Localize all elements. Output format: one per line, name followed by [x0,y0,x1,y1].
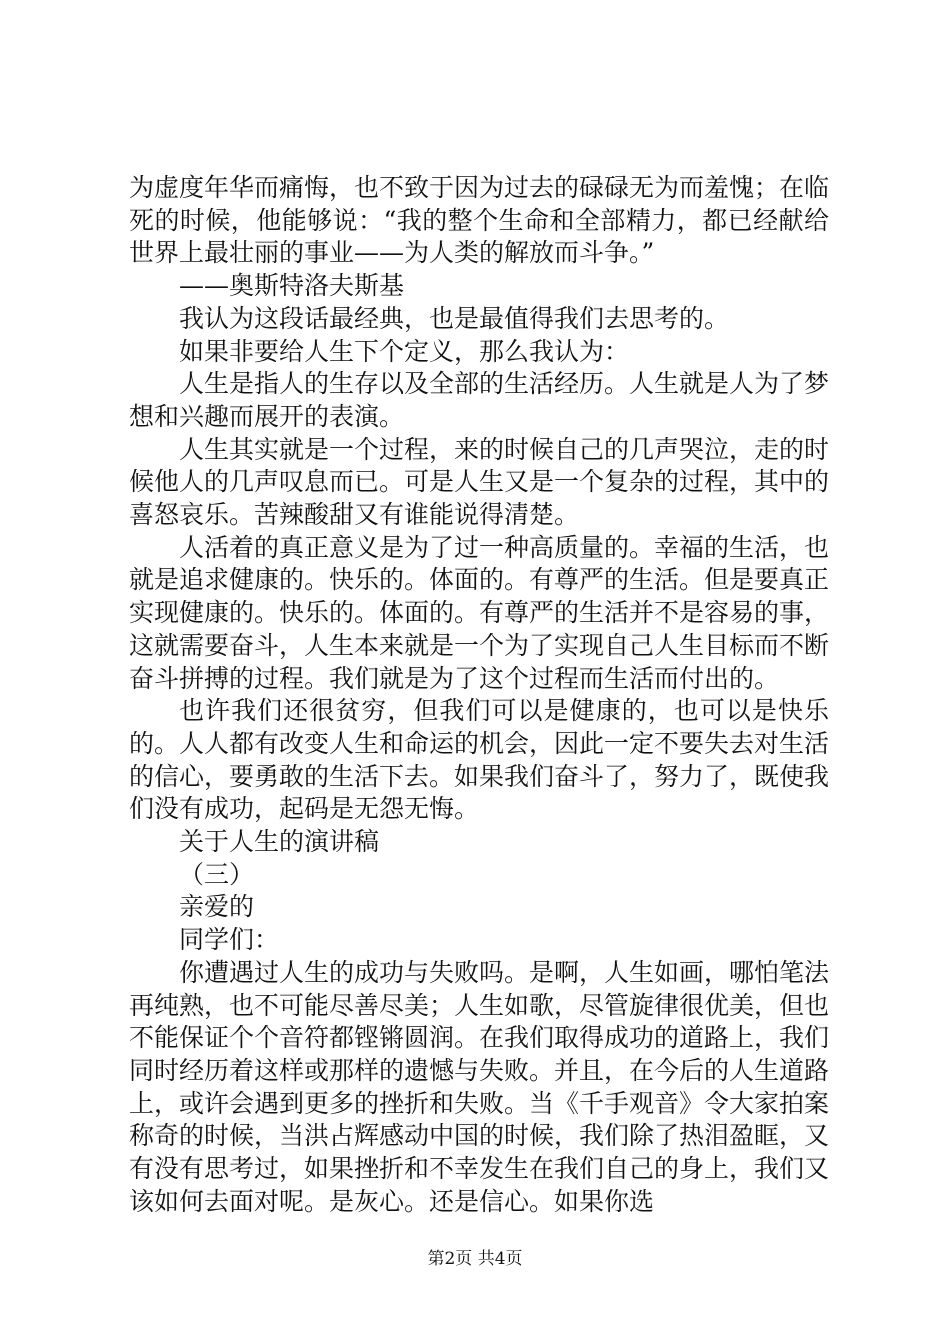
paragraph: 你遭遇过人生的成功与失败吗。是啊，人生如画，哪怕笔法再纯熟，也不可能尽善尽美；人生如歌，尽管旋律很优美，但也不能保证个个音符都铿锵圆润。在我们取得成功的道路上，我们同时经历着这样或那样的遗憾与失败。并且，在今后的人生道路上，或许会遇到更多的挫折和失败。当《千手观音》令大家拍案称奇的时候，当洪占辉感动中国的时候，我们除了热泪盈眶，又有没有思考过，如果挫折和不幸发生在我们自己的身上，我们又该如何去面对呢。是灰心。还是信心。如果你选 [129,957,830,1216]
document-body [129,172,829,1219]
paragraph: 人活着的真正意义是为了过一种高质量的。幸福的生活，也就是追求健康的。快乐的。体面的。有尊严的生活。但是要真正实现健康的。快乐的。体面的。有尊严的生活并不是容易的事，这就需要奋斗，人生本来就是一个为了实现自己人生目标而不断奋斗拼搏的过程。我们就是为了这个过程而生活而付出的。 [129,532,830,693]
paragraph: 也许我们还很贫穷，但我们可以是健康的，也可以是快乐的。人人都有改变人生和命运的机会，因此一定不要失去对生活的信心，要勇敢的生活下去。如果我们奋斗了，努力了，既使我们没有成功，起码是无怨无悔。 [129,696,830,824]
page-number-footer: 第2页 共4页 [427,1249,523,1269]
paragraph: 人生是指人的生存以及全部的生活经历。人生就是人为了梦想和兴趣而展开的表演。 [129,369,830,431]
paragraph: 如果非要给人生下个定义，那么我认为： [179,336,630,366]
paragraph: 人生其实就是一个过程，来的时候自己的几声哭泣，走的时候他人的几声叹息而已。可是人生又是一个复杂的过程，其中的喜怒哀乐。苦辣酸甜又有谁能说得清楚。 [129,434,830,530]
paragraph-attribution: ——奥斯特洛夫斯基 [179,271,405,301]
section-title: 关于人生的演讲稿 [179,827,380,857]
salutation-line: 亲爱的 [179,892,255,922]
salutation-line: 同学们： [179,925,280,955]
paragraph: 为虚度年华而痛悔，也不致于因为过去的碌碌无为而羞愧；在临死的时候，他能够说：“我的整个生命和全部精力，都已经献给世界上最壮丽的事业——为人类的解放而斗争。” [129,173,830,268]
section-number: （三） [179,859,255,889]
paragraph: 我认为这段话最经典，也是最值得我们去思考的。 [179,303,730,333]
